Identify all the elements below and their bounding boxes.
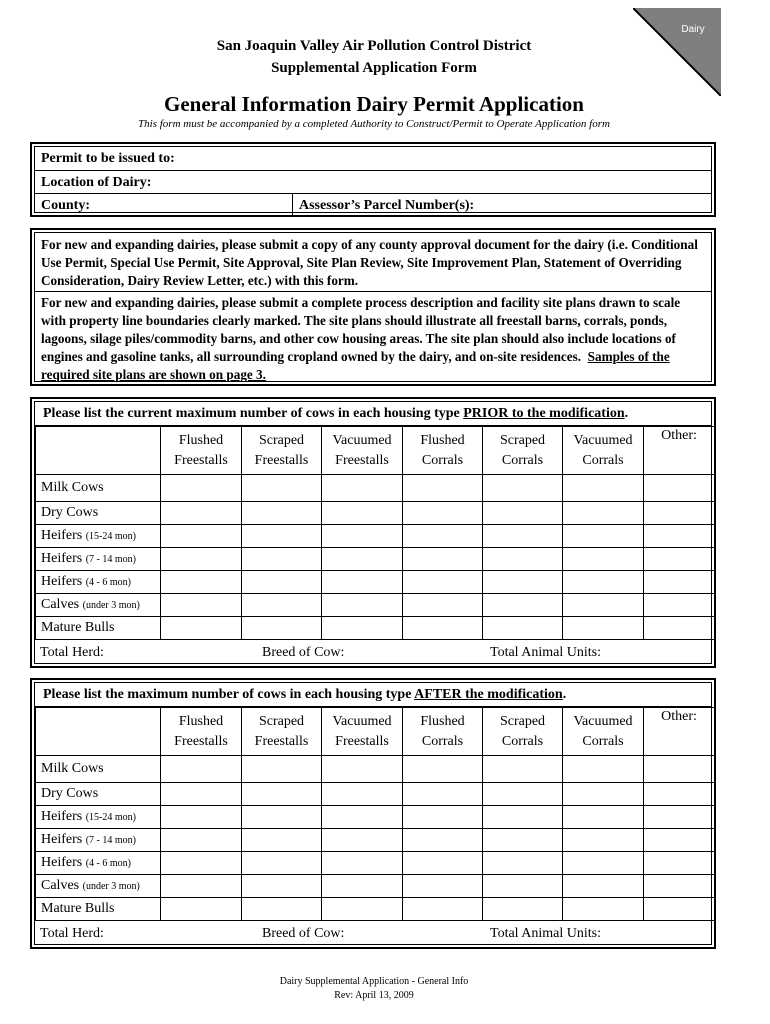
count-cell[interactable] bbox=[242, 617, 322, 640]
count-cell[interactable] bbox=[161, 756, 242, 783]
total-herd-field[interactable]: Total Herd: bbox=[40, 926, 104, 941]
row-label: Calves (under 3 mon) bbox=[36, 875, 161, 898]
count-cell[interactable] bbox=[242, 594, 322, 617]
count-cell[interactable] bbox=[322, 829, 403, 852]
count-cell[interactable] bbox=[322, 502, 403, 525]
after-title-prefix: Please list the maximum number of cows in each housing type bbox=[43, 687, 415, 702]
col-header: Vacuumed Freestalls bbox=[322, 708, 403, 756]
row-label: Dry Cows bbox=[36, 502, 161, 525]
col-header: Vacuumed Corrals bbox=[563, 427, 644, 475]
count-cell[interactable] bbox=[242, 829, 322, 852]
count-cell[interactable] bbox=[563, 852, 644, 875]
count-cell[interactable] bbox=[483, 875, 563, 898]
site-plan-samples-note: Samples of the required site plans are shown on page 3. bbox=[41, 349, 670, 382]
animal-units-field[interactable]: Total Animal Units: bbox=[490, 926, 602, 941]
prior-title-suffix: . bbox=[624, 406, 629, 421]
count-cell[interactable] bbox=[563, 475, 644, 502]
count-cell[interactable] bbox=[563, 829, 644, 852]
footer-form-name: Dairy Supplemental Application - General Info bbox=[279, 976, 469, 987]
after-housing-table bbox=[35, 707, 715, 921]
count-cell[interactable] bbox=[563, 617, 644, 640]
table-corner-cell bbox=[36, 708, 161, 756]
count-cell[interactable] bbox=[644, 829, 715, 852]
row-label: Heifers (15-24 mon) bbox=[36, 806, 161, 829]
count-cell[interactable] bbox=[563, 783, 644, 806]
count-cell[interactable] bbox=[644, 571, 715, 594]
count-cell[interactable] bbox=[403, 875, 483, 898]
count-cell[interactable] bbox=[242, 898, 322, 921]
count-cell[interactable] bbox=[483, 783, 563, 806]
count-cell[interactable] bbox=[322, 806, 403, 829]
count-cell[interactable] bbox=[483, 617, 563, 640]
page-subtitle: This form must be accompanied by a completed Authority to Construct/Permit to Operate Application form bbox=[138, 118, 610, 130]
count-cell[interactable] bbox=[644, 525, 715, 548]
row-label: Heifers (15-24 mon) bbox=[36, 525, 161, 548]
count-cell[interactable] bbox=[483, 475, 563, 502]
count-cell[interactable] bbox=[322, 475, 403, 502]
prior-housing-table bbox=[35, 426, 715, 640]
table-corner-cell bbox=[36, 427, 161, 475]
other-col-header[interactable]: Other: bbox=[644, 708, 715, 756]
after-section-title bbox=[43, 683, 566, 706]
count-cell[interactable] bbox=[403, 571, 483, 594]
instruction-county-approval: For new and expanding dairies, please submit a copy of any county approval document for the dairy (i.e. Conditional Use Permit, Special Use Permit, Site Approval, Site Plan Review, Site Improvement Plan, Statement of Overriding Consideration, Dairy Review Letter, etc.) with this form. bbox=[41, 237, 698, 288]
count-cell[interactable] bbox=[563, 875, 644, 898]
count-cell[interactable] bbox=[161, 502, 242, 525]
row-label: Mature Bulls bbox=[36, 617, 161, 640]
row-label: Heifers (4 - 6 mon) bbox=[36, 852, 161, 875]
row-label: Dry Cows bbox=[36, 783, 161, 806]
count-cell[interactable] bbox=[483, 525, 563, 548]
col-header: Scraped Corrals bbox=[483, 427, 563, 475]
count-cell[interactable] bbox=[403, 898, 483, 921]
prior-title-prefix: Please list the current maximum number of cows in each housing type bbox=[43, 406, 464, 421]
count-cell[interactable] bbox=[483, 852, 563, 875]
col-header: Flushed Corrals bbox=[403, 708, 483, 756]
count-cell[interactable] bbox=[242, 502, 322, 525]
count-cell[interactable] bbox=[161, 898, 242, 921]
count-cell[interactable] bbox=[563, 806, 644, 829]
count-cell[interactable] bbox=[161, 875, 242, 898]
issued-to-field[interactable]: Permit to be issued to: bbox=[35, 147, 711, 171]
count-cell[interactable] bbox=[161, 475, 242, 502]
count-cell[interactable] bbox=[322, 548, 403, 571]
county-field[interactable]: County: bbox=[35, 194, 293, 216]
count-cell[interactable] bbox=[161, 783, 242, 806]
prior-section bbox=[30, 397, 716, 668]
count-cell[interactable] bbox=[483, 898, 563, 921]
col-header: Flushed Corrals bbox=[403, 427, 483, 475]
count-cell[interactable] bbox=[161, 594, 242, 617]
count-cell[interactable] bbox=[644, 617, 715, 640]
count-cell[interactable] bbox=[483, 594, 563, 617]
count-cell[interactable] bbox=[242, 783, 322, 806]
after-title-suffix: . bbox=[562, 687, 567, 702]
count-cell[interactable] bbox=[644, 852, 715, 875]
apn-field[interactable]: Assessor’s Parcel Number(s): bbox=[299, 198, 475, 213]
footer-revision: Rev: April 13, 2009 bbox=[334, 990, 414, 1001]
count-cell[interactable] bbox=[403, 783, 483, 806]
count-cell[interactable] bbox=[242, 875, 322, 898]
count-cell[interactable] bbox=[644, 806, 715, 829]
count-cell[interactable] bbox=[322, 525, 403, 548]
count-cell[interactable] bbox=[242, 756, 322, 783]
count-cell[interactable] bbox=[644, 783, 715, 806]
row-label: Heifers (4 - 6 mon) bbox=[36, 571, 161, 594]
prior-title-underlined: PRIOR to the modification bbox=[463, 406, 625, 421]
count-cell[interactable] bbox=[322, 875, 403, 898]
corner-tag-label: Dairy bbox=[681, 24, 705, 35]
row-label: Mature Bulls bbox=[36, 898, 161, 921]
breed-field[interactable]: Breed of Cow: bbox=[262, 645, 345, 660]
district-name: San Joaquin Valley Air Pollution Control District bbox=[216, 38, 532, 54]
count-cell[interactable] bbox=[403, 829, 483, 852]
animal-units-field[interactable]: Total Animal Units: bbox=[490, 645, 602, 660]
col-header: Flushed Freestalls bbox=[161, 708, 242, 756]
row-label: Heifers (7 - 14 mon) bbox=[36, 548, 161, 571]
count-cell[interactable] bbox=[161, 571, 242, 594]
count-cell[interactable] bbox=[483, 756, 563, 783]
row-label: Calves (under 3 mon) bbox=[36, 594, 161, 617]
count-cell[interactable] bbox=[403, 525, 483, 548]
count-cell[interactable] bbox=[403, 617, 483, 640]
count-cell[interactable] bbox=[644, 875, 715, 898]
count-cell[interactable] bbox=[322, 852, 403, 875]
count-cell[interactable] bbox=[161, 852, 242, 875]
instruction-site-plans bbox=[41, 294, 707, 384]
instructions-box bbox=[30, 228, 716, 386]
form-type: Supplemental Application Form bbox=[271, 60, 477, 76]
after-section bbox=[30, 678, 716, 949]
other-col-header[interactable]: Other: bbox=[644, 427, 715, 475]
count-cell[interactable] bbox=[161, 829, 242, 852]
col-header: Scraped Freestalls bbox=[242, 708, 322, 756]
count-cell[interactable] bbox=[483, 502, 563, 525]
count-cell[interactable] bbox=[242, 548, 322, 571]
count-cell[interactable] bbox=[161, 617, 242, 640]
count-cell[interactable] bbox=[483, 571, 563, 594]
count-cell[interactable] bbox=[563, 594, 644, 617]
count-cell[interactable] bbox=[403, 502, 483, 525]
count-cell[interactable] bbox=[644, 594, 715, 617]
count-cell[interactable] bbox=[644, 548, 715, 571]
count-cell[interactable] bbox=[242, 571, 322, 594]
count-cell[interactable] bbox=[322, 571, 403, 594]
count-cell[interactable] bbox=[563, 525, 644, 548]
after-title-underlined: AFTER the modification bbox=[414, 687, 563, 702]
breed-field[interactable]: Breed of Cow: bbox=[262, 926, 345, 941]
count-cell[interactable] bbox=[322, 756, 403, 783]
count-cell[interactable] bbox=[403, 475, 483, 502]
count-cell[interactable] bbox=[563, 756, 644, 783]
count-cell[interactable] bbox=[242, 806, 322, 829]
count-cell[interactable] bbox=[483, 829, 563, 852]
count-cell[interactable] bbox=[483, 806, 563, 829]
col-header: Vacuumed Freestalls bbox=[322, 427, 403, 475]
count-cell[interactable] bbox=[322, 617, 403, 640]
count-cell[interactable] bbox=[161, 806, 242, 829]
count-cell[interactable] bbox=[322, 783, 403, 806]
instruction-site-plans-text: For new and expanding dairies, please submit a complete process description and facility site plans drawn to scale with property line boundaries clearly marked. The site plans should illustrate all freestall barns, corrals, ponds, lagoons, silage piles/commodity barns, and other cow housing areas. The site plan should also include locations of engines and gasoline tanks, all surrounding cropland owned by the dairy, and on-site residences. bbox=[41, 295, 681, 364]
count-cell[interactable] bbox=[563, 548, 644, 571]
count-cell[interactable] bbox=[242, 525, 322, 548]
count-cell[interactable] bbox=[483, 548, 563, 571]
col-header: Scraped Corrals bbox=[483, 708, 563, 756]
col-header: Scraped Freestalls bbox=[242, 427, 322, 475]
count-cell[interactable] bbox=[403, 852, 483, 875]
count-cell[interactable] bbox=[644, 756, 715, 783]
total-herd-field[interactable]: Total Herd: bbox=[40, 645, 104, 660]
col-header: Vacuumed Corrals bbox=[563, 708, 644, 756]
count-cell[interactable] bbox=[644, 475, 715, 502]
count-cell[interactable] bbox=[161, 525, 242, 548]
page-title: General Information Dairy Permit Application bbox=[164, 92, 584, 116]
count-cell[interactable] bbox=[403, 594, 483, 617]
count-cell[interactable] bbox=[563, 571, 644, 594]
row-label: Milk Cows bbox=[36, 475, 161, 502]
count-cell[interactable] bbox=[563, 898, 644, 921]
count-cell[interactable] bbox=[403, 756, 483, 783]
row-label: Heifers (7 - 14 mon) bbox=[36, 829, 161, 852]
count-cell[interactable] bbox=[644, 898, 715, 921]
count-cell[interactable] bbox=[563, 502, 644, 525]
count-cell[interactable] bbox=[242, 852, 322, 875]
location-field[interactable]: Location of Dairy: bbox=[35, 171, 711, 194]
count-cell[interactable] bbox=[322, 594, 403, 617]
prior-section-title bbox=[43, 402, 628, 425]
row-label: Milk Cows bbox=[36, 756, 161, 783]
col-header: Flushed Freestalls bbox=[161, 427, 242, 475]
count-cell[interactable] bbox=[242, 475, 322, 502]
permit-info-box bbox=[30, 142, 716, 217]
count-cell[interactable] bbox=[403, 806, 483, 829]
count-cell[interactable] bbox=[644, 502, 715, 525]
count-cell[interactable] bbox=[322, 898, 403, 921]
count-cell[interactable] bbox=[403, 548, 483, 571]
count-cell[interactable] bbox=[161, 548, 242, 571]
